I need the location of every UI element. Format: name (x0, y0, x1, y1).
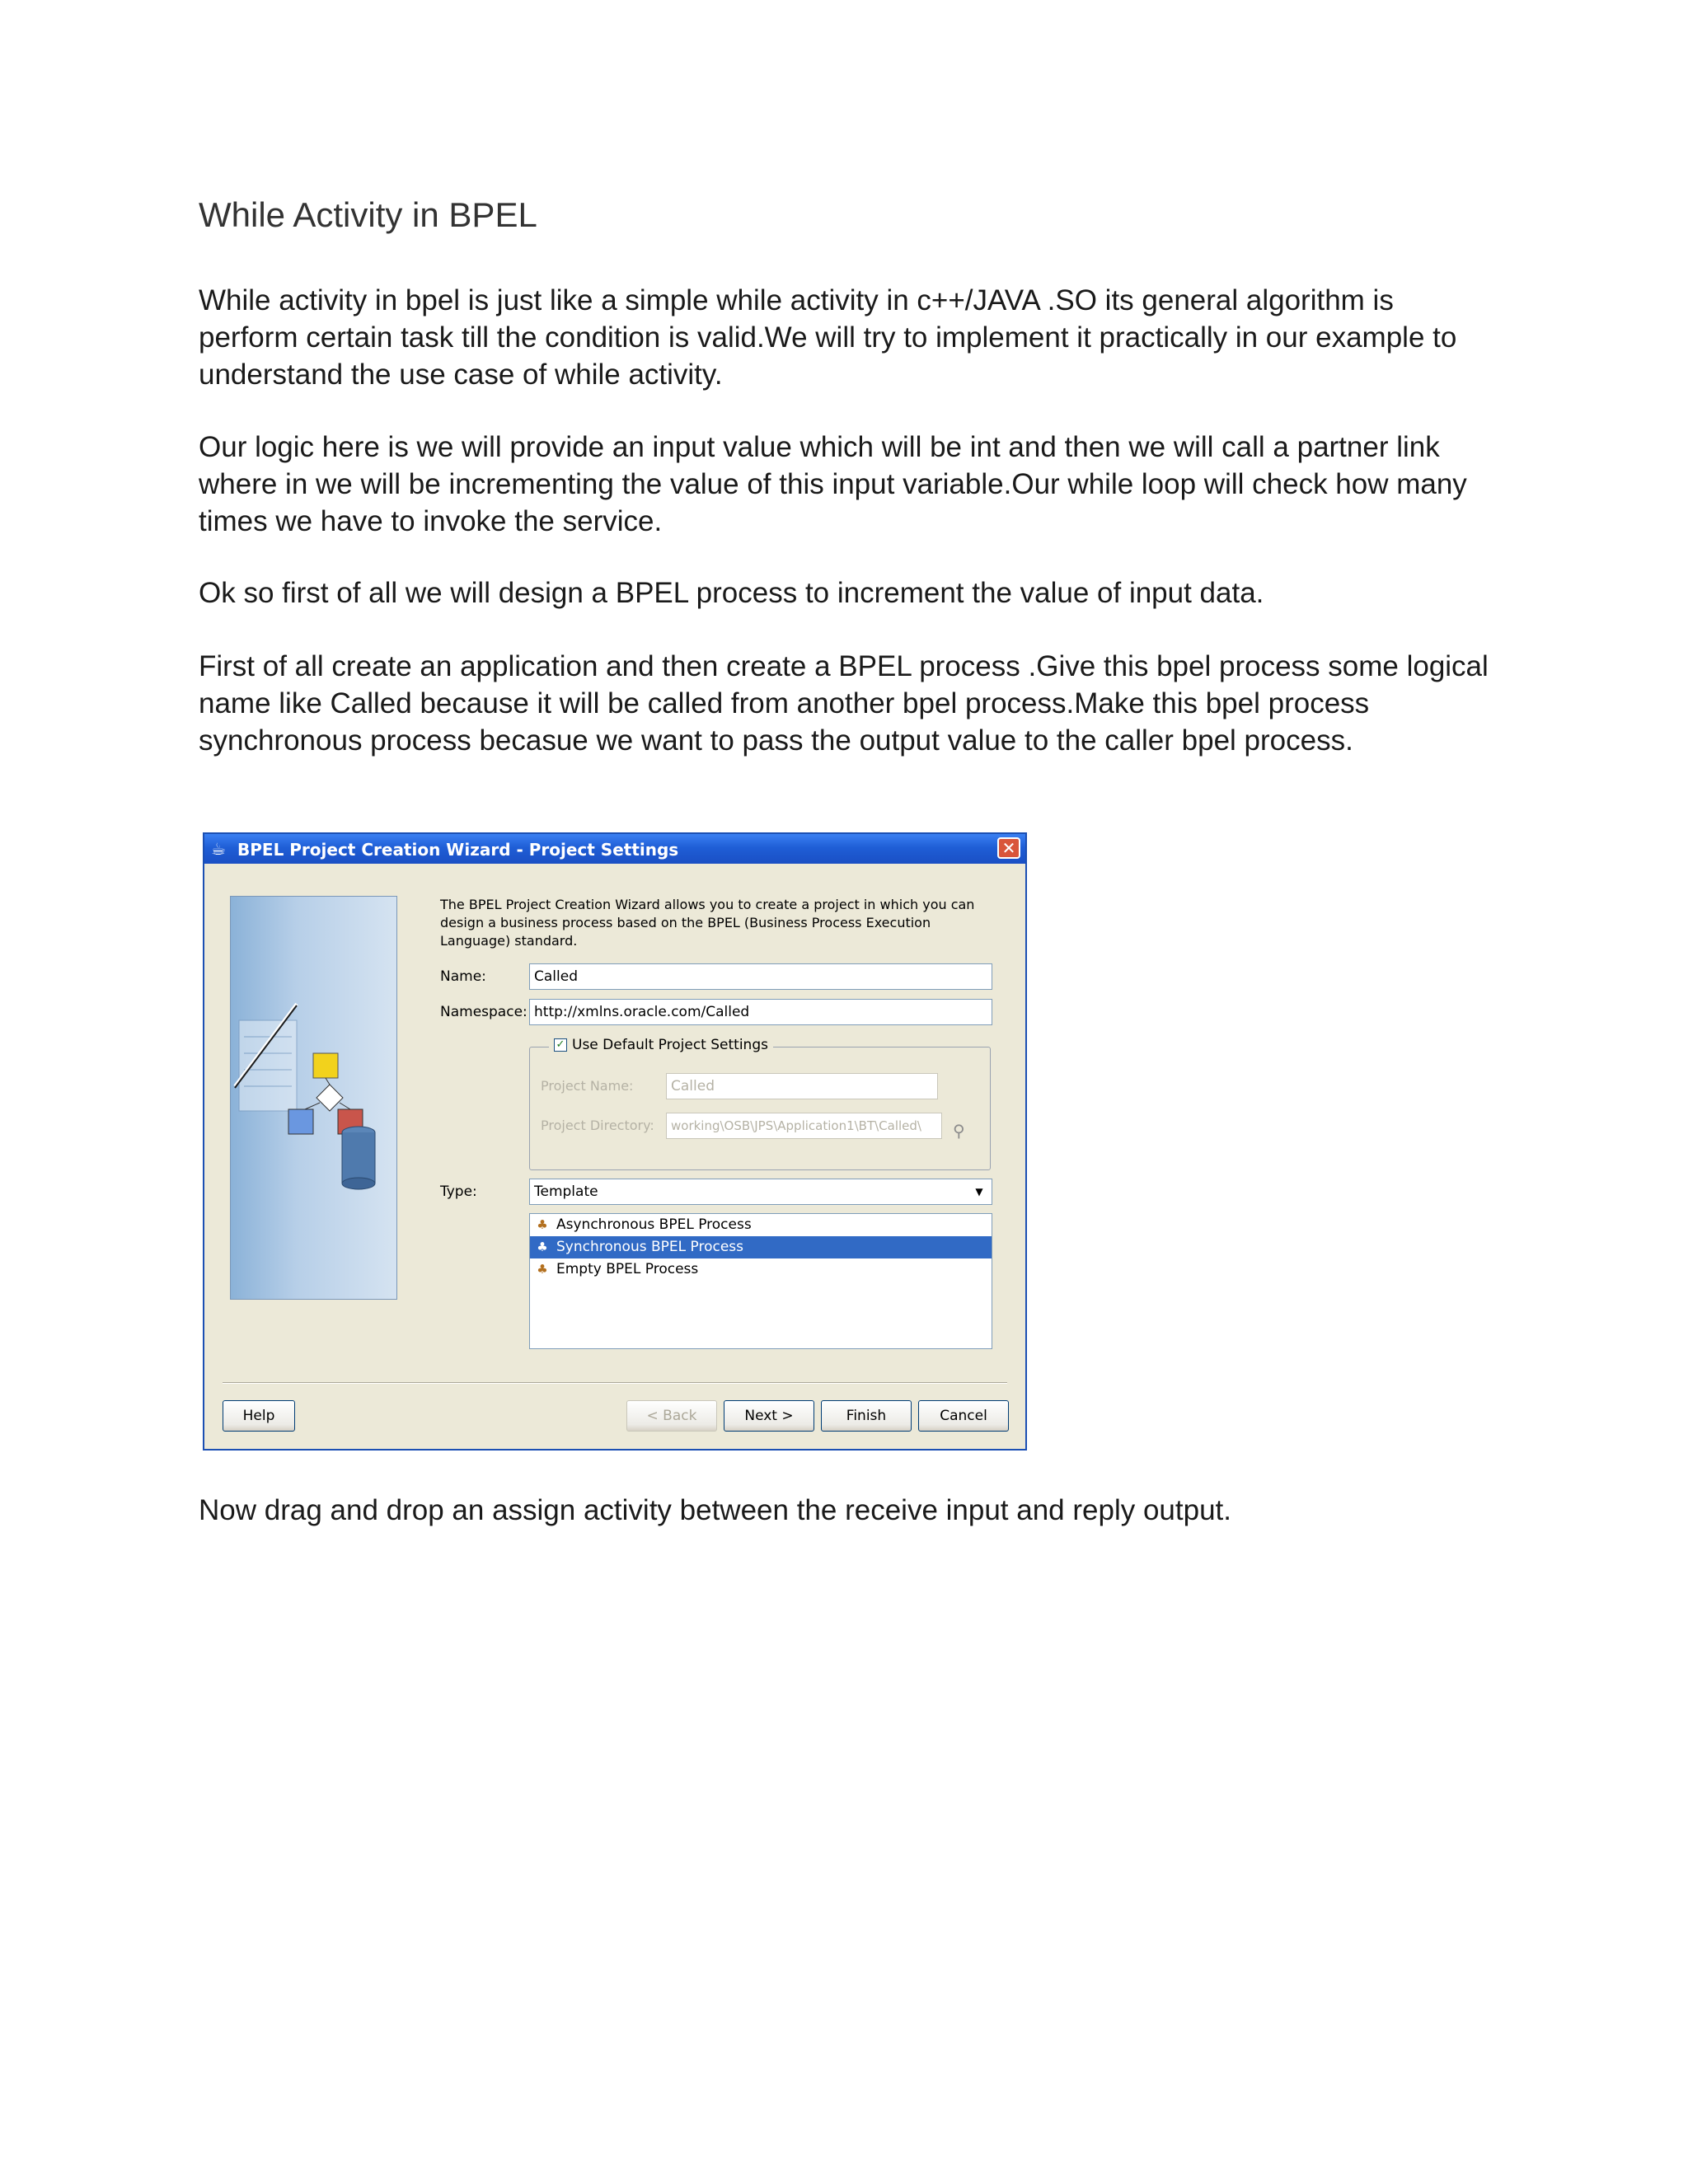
list-item-label: Asynchronous BPEL Process (556, 1216, 752, 1233)
bpel-wizard-screenshot (203, 832, 1027, 1451)
back-button[interactable]: < Back (626, 1400, 717, 1432)
project-settings-group (529, 1047, 991, 1170)
page-title: While Activity in BPEL (199, 195, 537, 234)
project-name-label: Project Name: (541, 1078, 634, 1094)
process-icon: ♣ (537, 1217, 548, 1232)
dialog-title: BPEL Project Creation Wizard - Project Settings (237, 840, 679, 860)
project-directory-field: working\OSB\JPS\Application1\BT\Called\ (666, 1113, 942, 1139)
process-icon: ♣ (537, 1240, 548, 1254)
list-item-label: Synchronous BPEL Process (556, 1239, 743, 1255)
project-directory-label: Project Directory: (541, 1118, 654, 1133)
project-name-field: Called (666, 1073, 938, 1099)
list-item-synchronous[interactable] (530, 1236, 992, 1258)
finish-button[interactable]: Finish (821, 1400, 912, 1432)
list-item-asynchronous[interactable] (530, 1214, 992, 1236)
paragraph-design: Ok so first of all we will design a BPEL process to increment the value of input data. (199, 577, 1264, 609)
close-button[interactable] (997, 837, 1020, 859)
browse-folder-icon: ⚲ (953, 1121, 965, 1141)
template-list[interactable] (529, 1213, 992, 1349)
button-separator (223, 1382, 1007, 1384)
list-item-empty[interactable] (530, 1258, 992, 1281)
paragraph-create-process: First of all create an application and then create a BPEL process .Give this bpel process some logical name like Called because it will be called from another bpel process.Make this bpel process synchronous process becasue we want to pass the output value to the caller bpel process. (199, 650, 1489, 757)
namespace-label: Namespace: (440, 1004, 528, 1020)
type-label: Type: (440, 1183, 477, 1200)
help-button[interactable]: Help (223, 1400, 295, 1432)
namespace-field[interactable]: http://xmlns.oracle.com/Called (529, 999, 992, 1025)
name-field[interactable]: Called (529, 963, 992, 990)
type-select[interactable] (529, 1179, 992, 1205)
use-default-settings-toggle[interactable] (549, 1037, 773, 1053)
paragraph-intro: While activity in bpel is just like a simple while activity in c++/JAVA .SO its general algorithm is perform certain task till the condition is valid.We will try to implement it practically in our example to understand the use case of while activity. (199, 284, 1457, 391)
wizard-description: The BPEL Project Creation Wizard allows you to create a project in which you can design a business process based on the BPEL (Business Process Execution Language) standard. (440, 897, 975, 949)
next-button[interactable]: Next > (724, 1400, 814, 1432)
type-selected-value: Template (534, 1183, 598, 1200)
coffee-cup-icon: ☕ (211, 839, 226, 859)
name-label: Name: (440, 968, 486, 985)
chevron-down-icon[interactable]: ▼ (975, 1186, 983, 1197)
close-icon: ✕ (1001, 838, 1016, 858)
use-default-label: Use Default Project Settings (572, 1037, 768, 1053)
dialog-titlebar (204, 834, 1025, 864)
use-default-checkbox[interactable]: ✓ (554, 1038, 567, 1052)
bpel-diagram-illustration (231, 897, 396, 1299)
cancel-button[interactable]: Cancel (918, 1400, 1009, 1432)
list-item-label: Empty BPEL Process (556, 1261, 699, 1277)
process-icon: ♣ (537, 1262, 548, 1277)
paragraph-logic: Our logic here is we will provide an input value which will be int and then we will call a partner link where in we will be incrementing the value of this input variable.Our while loop will check how many times we have to invoke the service. (199, 431, 1467, 537)
wizard-side-graphic (230, 896, 397, 1300)
paragraph-drag-assign: Now drag and drop an assign activity between the receive input and reply output. (199, 1494, 1231, 1526)
